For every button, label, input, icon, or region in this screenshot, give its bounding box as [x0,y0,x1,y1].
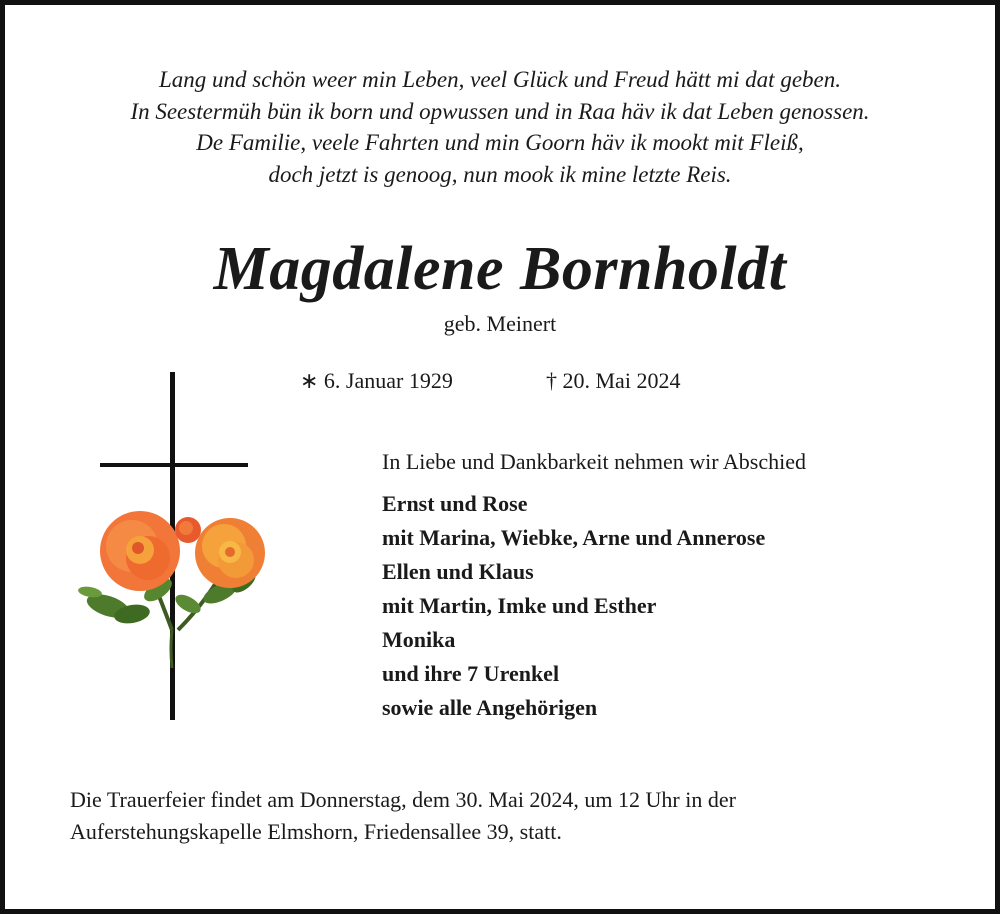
mourner-line: mit Marina, Wiebke, Arne und Annerose [382,525,766,550]
poem-line-1: Lang und schön weer min Leben, veel Glück und Freud hätt mi dat geben. [159,67,841,92]
funeral-info [70,784,950,848]
mourners-block [382,447,962,725]
death-date: † 20. Mai 2024 [546,368,681,393]
mourner-line: Ernst und Rose [382,491,528,516]
poem-line-2: In Seestermüh bün ik born und opwussen und in Raa häv ik dat Leben genossen. [130,98,870,124]
mourner-line: und ihre 7 Urenkel [382,661,560,686]
mourner-line: sowie alle Angehörigen [382,695,598,720]
poem [40,64,960,190]
farewell-intro: In Liebe und Dankbarkeit nehmen wir Abschied [382,449,806,474]
poem-line-4: doch jetzt is genoog, nun mook ik mine letzte Reis. [268,161,732,187]
poem-line-3: De Familie, veele Fahrten und min Goorn häv ik mookt mit Fleiß, [196,130,804,155]
cross-with-roses [60,368,280,728]
funeral-line-1: Die Trauerfeier findet am Donnerstag, dem 30. Mai 2024, um 12 Uhr in der [70,787,736,812]
mourner-line: mit Martin, Imke und Esther [382,593,657,618]
deceased-name: Magdalene Bornholdt [213,235,787,303]
mourner-line: Ellen und Klaus [382,559,534,584]
birth-date: ∗ 6. Januar 1929 [300,368,453,393]
mourner-line: Monika [382,627,456,652]
funeral-line-2: Auferstehungskapelle Elmshorn, Friedensallee 39, statt. [70,819,562,844]
maiden-name: geb. Meinert [443,311,557,336]
